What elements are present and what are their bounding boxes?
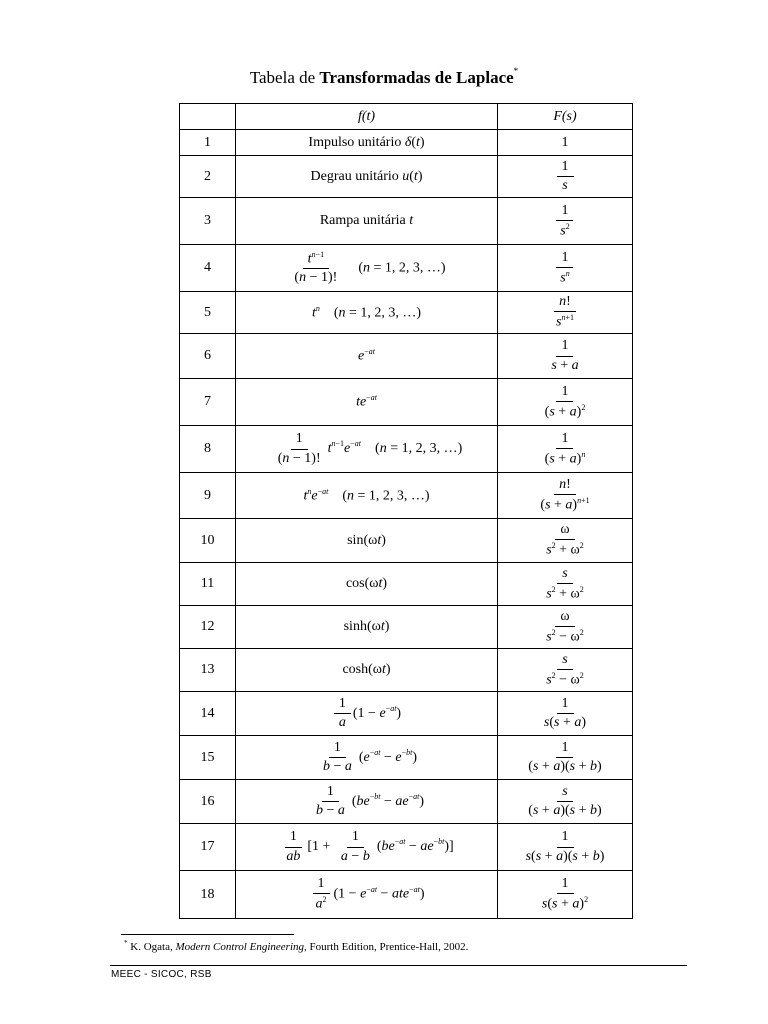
- time-function: $\frac{1}{b - a}$ $(be^{-bt} - ae^{-at})$: [236, 780, 498, 824]
- table-row: [180, 198, 633, 245]
- time-function: cosh(ωt): [236, 649, 498, 692]
- footnote-rest: , Fourth Edition, Prentice-Hall, 2002.: [304, 941, 469, 953]
- row-number: 5: [180, 292, 236, 334]
- row-number: 15: [180, 736, 236, 780]
- time-function: $te^{-at}$: [236, 379, 498, 426]
- row-number: 14: [180, 692, 236, 736]
- footer-rule: [110, 965, 687, 966]
- table-row: [180, 692, 633, 736]
- header-row: [180, 104, 633, 130]
- row-number: 13: [180, 649, 236, 692]
- time-function: $e^{-at}$: [236, 334, 498, 379]
- table-row: [180, 606, 633, 649]
- laplace-transform: $\frac{\omega}{s^2 + \omega^2}$: [498, 519, 633, 563]
- row-number: 6: [180, 334, 236, 379]
- table-row: [180, 130, 633, 156]
- row-number: 8: [180, 426, 236, 473]
- laplace-transform: $\frac{1}{s^n}$: [498, 245, 633, 292]
- page-title: [0, 66, 768, 88]
- laplace-transform: $\frac{n!}{s^{n+1}}$: [498, 292, 633, 334]
- header-F: F(s): [498, 104, 633, 130]
- time-function: $\frac{t^{n-1}}{(n - 1)!}$ (n = 1, 2, 3, …): [236, 245, 498, 292]
- table-row: [180, 156, 633, 198]
- laplace-transform: $\frac{1}{s(s + a)^2}$: [498, 871, 633, 919]
- table-row: [180, 473, 633, 519]
- time-function: $\frac{1}{ab}$ [1 + $\frac{1}{a - b}$ $(be^{-at} - ae^{-bt})$]: [236, 824, 498, 871]
- time-function: Degrau unitário u(t): [236, 156, 498, 198]
- row-number: 1: [180, 130, 236, 156]
- table-row: [180, 245, 633, 292]
- page-footer: MEEC - SICOC, RSB: [111, 969, 212, 980]
- time-function: Impulso unitário δ(t): [236, 130, 498, 156]
- row-number: 11: [180, 563, 236, 606]
- time-function: $\frac{1}{b - a}$ $(e^{-at} - e^{-bt})$: [236, 736, 498, 780]
- table-row: [180, 426, 633, 473]
- title-prefix: Tabela de: [249, 68, 320, 87]
- laplace-transform: $\frac{s}{s^2 + \omega^2}$: [498, 563, 633, 606]
- row-number: 3: [180, 198, 236, 245]
- laplace-transform: $\frac{1}{s}$: [498, 156, 633, 198]
- laplace-transform: 1: [498, 130, 633, 156]
- row-number: 18: [180, 871, 236, 919]
- laplace-transform: $\frac{1}{s + a}$: [498, 334, 633, 379]
- footnote-author: K. Ogata,: [127, 941, 176, 953]
- laplace-table-body: [180, 104, 633, 919]
- time-function: $\frac{1}{a}$ $(1 - e^{-at})$: [236, 692, 498, 736]
- time-function: cos(ωt): [236, 563, 498, 606]
- laplace-transform: $\frac{1}{s(s + a)}$: [498, 692, 633, 736]
- table-row: [180, 563, 633, 606]
- time-function: sin(ωt): [236, 519, 498, 563]
- time-function: $\frac{1}{(n - 1)!}$ $t^{n-1}e^{-at}$ (n = 1, 2, 3, …): [236, 426, 498, 473]
- row-number: 10: [180, 519, 236, 563]
- time-function: $t^ne^{-at}$ (n = 1, 2, 3, …): [236, 473, 498, 519]
- time-function: Rampa unitária t: [236, 198, 498, 245]
- table-row: [180, 780, 633, 824]
- footnote-mark: *: [124, 939, 128, 947]
- row-number: 4: [180, 245, 236, 292]
- laplace-transform: $\frac{s}{s^2 - \omega^2}$: [498, 649, 633, 692]
- title-bold: Transformadas de Laplace: [319, 68, 514, 87]
- laplace-transform: $\frac{n!}{(s + a)^{n+1}}$: [498, 473, 633, 519]
- laplace-transform: $\frac{1}{s(s + a)(s + b)}$: [498, 824, 633, 871]
- row-number: 2: [180, 156, 236, 198]
- header-f: f(t): [236, 104, 498, 130]
- row-number: 7: [180, 379, 236, 426]
- laplace-transform: $\frac{1}{(s + a)^2}$: [498, 379, 633, 426]
- laplace-transform: $\frac{s}{(s + a)(s + b)}$: [498, 780, 633, 824]
- table-row: [180, 824, 633, 871]
- table-row: [180, 649, 633, 692]
- row-number: 9: [180, 473, 236, 519]
- table-row: [180, 519, 633, 563]
- title-footnote-mark: *: [513, 66, 519, 76]
- footnote-rule: [121, 934, 294, 935]
- table-row: [180, 292, 633, 334]
- table-row: [180, 871, 633, 919]
- header-num: [180, 104, 236, 130]
- table-row: [180, 334, 633, 379]
- laplace-transform: $\frac{1}{s^2}$: [498, 198, 633, 245]
- laplace-transform: $\frac{\omega}{s^2 - \omega^2}$: [498, 606, 633, 649]
- row-number: 16: [180, 780, 236, 824]
- footnote: [124, 939, 468, 953]
- table-row: [180, 379, 633, 426]
- table-row: [180, 736, 633, 780]
- row-number: 17: [180, 824, 236, 871]
- time-function: $t^n$ (n = 1, 2, 3, …): [236, 292, 498, 334]
- time-function: sinh(ωt): [236, 606, 498, 649]
- footnote-book: Modern Control Engineering: [175, 941, 304, 953]
- laplace-transform: $\frac{1}{(s + a)(s + b)}$: [498, 736, 633, 780]
- laplace-table: [179, 103, 633, 919]
- row-number: 12: [180, 606, 236, 649]
- laplace-transform: $\frac{1}{(s + a)^n}$: [498, 426, 633, 473]
- time-function: $\frac{1}{a^2}$ $(1 - e^{-at} - ate^{-at})$: [236, 871, 498, 919]
